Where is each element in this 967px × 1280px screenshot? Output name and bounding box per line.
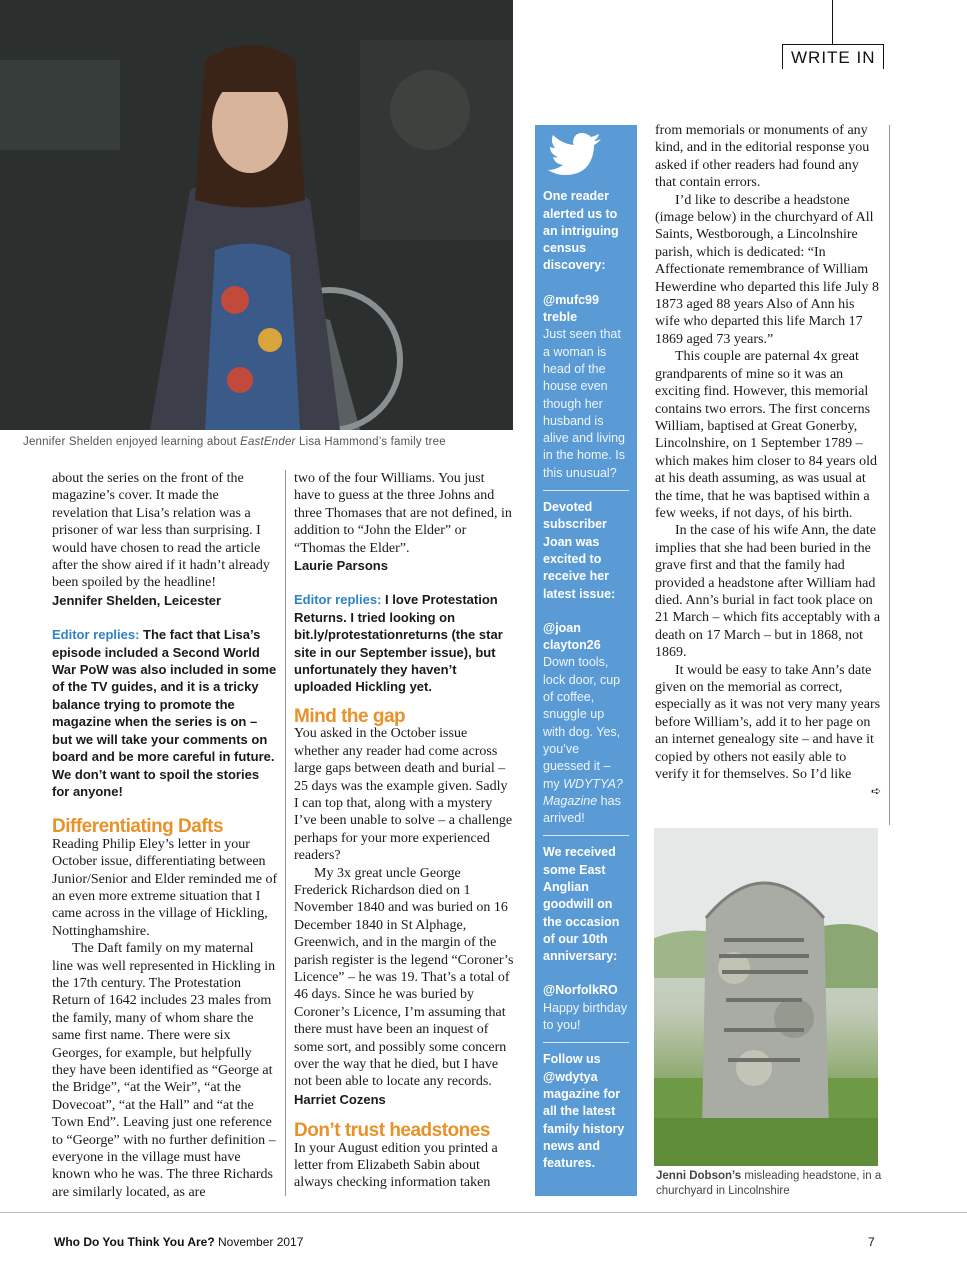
- column-3: [655, 122, 881, 801]
- sidebar-divider: [543, 1042, 629, 1043]
- portrait-illustration: [0, 0, 513, 430]
- continue-arrow-icon: ➪: [870, 784, 881, 799]
- tweet-text: Happy birthday to you!: [543, 1000, 628, 1033]
- column-2: [294, 470, 514, 1192]
- tweet-intro: One reader alerted us to an intriguing census discovery:: [543, 189, 619, 273]
- heading-mind-the-gap: Mind the gap: [294, 705, 406, 727]
- letter-paragraph: You asked in the October issue whether any reader had come across large gaps between death and burial – 25 days was the example given. Sadly I can top that, along with a mystery I’ve been unable to solve – a challenge perhaps for your more experienced readers?: [294, 726, 513, 864]
- headstone-caption: Jenni Dobson’s misleading headstone, in a churchyard in Lincolnshire: [656, 1170, 882, 1197]
- tweet-handle: @mufc99 treble: [543, 292, 599, 325]
- section-label: WRITE IN: [791, 48, 876, 67]
- follow-cta: Follow us @wdytya magazine for all the latest family history news and features.: [543, 1052, 625, 1171]
- headstone-illustration: [654, 828, 878, 1166]
- letter-paragraph: In your August edition you printed a letter from Elizabeth Sabin about always checking information taken: [294, 1140, 498, 1191]
- letter-paragraph: Reading Philip Eley’s letter in your October issue, differentiating between Junior/Senior and Elder reminded me of an even more extreme situation that I came across in the village of Hickling, Nottinghamshire.: [52, 836, 278, 939]
- heading-dont-trust-headstones: Don’t trust headstones: [294, 1120, 490, 1142]
- footer-magazine: Who Do You Think You Are? November 2017: [54, 1235, 304, 1249]
- letter-text: about the series on the front of the magazine’s cover. It made the revelation that Lisa’s relation was a prisoner of war less than surprising. I would have chosen to read the article after the show aired if it hadn’t already been spoiled by the headline!: [52, 471, 270, 591]
- letter-signature: Harriet Cozens: [294, 1091, 386, 1107]
- tweet-intro: We received some East Anglian goodwill on the occasion of our 10th anniversary:: [543, 845, 620, 964]
- photo-caption: Jennifer Shelden enjoyed learning about EastEnder Lisa Hammond’s family tree: [23, 436, 446, 448]
- section-tab-stem: [832, 0, 833, 44]
- letter-signature: Laurie Parsons: [294, 558, 388, 574]
- tweet-handle: @NorfolkRO: [543, 983, 618, 998]
- footer-rule: [0, 1212, 967, 1213]
- letter-paragraph: My 3x great uncle George Frederick Richardson died on 1 November 1840 and was buried on 16 December 1840 in St Alphage, Greenwich, and in the margin of the parish register is the legend “Coroner’s Licence” – he was 19. That’s a total of 46 days. Since he was buried by Coroner’s Licence, I’m assuming that there must have been an inquest of some sort, and possibly some concern over the way that he died, but I have not been able to locate any records.: [294, 865, 514, 1090]
- editor-reply: Editor replies: I love Protestation Returns. I tried looking on bit.ly/protestationreturns (the star site in our September issue), but unfortunately they haven’t uploaded Hickling yet.: [294, 592, 503, 695]
- editor-reply: Editor replies: The fact that Lisa’s episode included a Second World War PoW was also included in some of the TV guides, and it is a tricky balance trying to promote the magazine when the series is on – but we will take your comments on board and be more careful in future. We don’t want to spoil the stories for anyone!: [52, 627, 277, 799]
- letter-paragraph: I’d like to describe a headstone (image below) in the churchyard of All Saints, Westborough, a Lincolnshire parish, which is dedicated: “In Affectionate remembrance of William Hewerdine who departed this life July 8 1873 aged 88 years Also of Ann his wife who departed this life March 17 1869 aged 73 years.”: [655, 192, 879, 347]
- letter-paragraph: This couple are paternal 4x great grandparents of mine so it was an exciting find. However, this memorial contains two errors. The first concerns William, baptised at Great Gonerby, Lincolnshire, on 1 September 1789 – which makes him closer to 84 years old at his death assuming, as was usual at the time, that he was baptised within a few weeks, if not days, of his birth.: [655, 349, 878, 521]
- column-divider-3: [889, 125, 890, 825]
- letter-paragraph: two of the four Williams. You just have to guess at the three Johns and three Thomases that are not defined, in addition to “John the Elder” or “Thomas the Elder”.: [294, 471, 512, 556]
- letter-paragraph: from memorials or monuments of any kind, and in the editorial response you asked if other readers had found any that contain errors.: [655, 123, 870, 191]
- letter-signature: Jennifer Shelden, Leicester: [52, 592, 222, 608]
- headstone-photo: [654, 828, 878, 1166]
- letter-paragraph: It would be easy to take Ann’s date given on the memorial as correct, especially as it was not very many years before William’s, add it to her page on an internet genealogy site – and have it copied by others not easily able to verify it for themselves. So I’d like ➪: [655, 662, 881, 784]
- sidebar-divider: [543, 835, 629, 836]
- twitter-bird-icon: [547, 133, 629, 184]
- page-number: 7: [868, 1235, 875, 1249]
- sidebar-divider: [543, 490, 629, 491]
- letter-paragraph: The Daft family on my maternal line was well represented in Hickling in the 17th century. The Protestation Return of 1642 includes 23 males from the family, many of whom share the same first name. There were six Georges, for example, but helpfully they have been identified as “George at the Bridge”, “at the Weir”, “at the Dovecoat”, “at the Hall” and “at the Town End”. Leaving just one reference to “George” with no further definition – everyone in the village must have known who he was. The three Richards are similarly located, as are: [52, 941, 276, 1200]
- tweet-intro: Devoted subscriber Joan was excited to receive her latest issue:: [543, 500, 616, 601]
- letter-paragraph: In the case of his wife Ann, the date implies that she had been buried in the grave first and that the family had provided a headstone after William had died. Ann’s burial in fact took place on 21 March – which fits acceptably with a death on 17 March – but in 1868, not 1869.: [655, 523, 881, 661]
- tweet-handle: @joan clayton26: [543, 620, 601, 653]
- column-divider-1: [285, 470, 286, 1196]
- portrait-photo: [0, 0, 513, 430]
- column-1: [52, 470, 278, 1201]
- tweet-text: Down tools, lock door, cup of coffee, snuggle up with dog. Yes, you’ve guessed it – my WDYTYA? Magazine has arrived!: [543, 655, 623, 826]
- heading-differentiating-dafts: Differentiating Dafts: [52, 816, 224, 838]
- tweet-text: Just seen that a woman is head of the house even though her husband is alive and living in the home. Is this unusual?: [543, 327, 625, 480]
- social-sidebar: [535, 125, 637, 1196]
